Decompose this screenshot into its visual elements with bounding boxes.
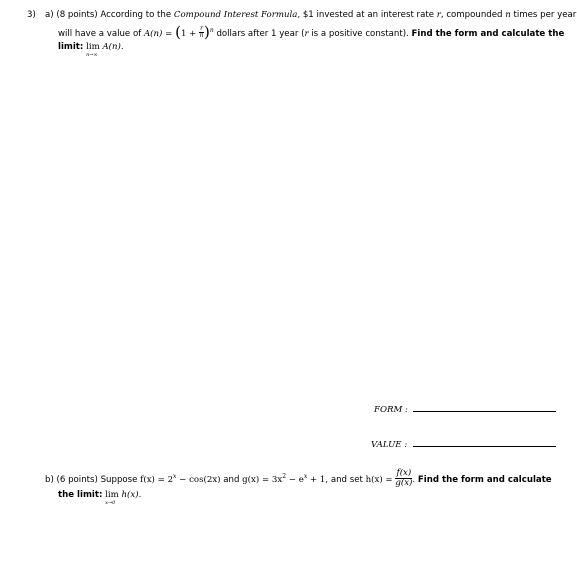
f-over-g-fraction (395, 469, 412, 488)
part-a-text-5: will have a value of (58, 29, 142, 39)
part-b-label: b) (45, 475, 54, 485)
part-a-label: a) (45, 10, 54, 20)
part-b-and-set: and set (330, 475, 363, 485)
value-answer-line[interactable] (413, 446, 556, 447)
lim-expression: A(n). (102, 42, 124, 52)
lim-subscript-b: x→0 (105, 500, 116, 506)
part-b-line-1: b) (6 points) Suppose $f(x) = 2^x - \cos(2x)$ and $g(x) = 3x^2 - e^x + 1$, and set h(x) = $\frac{f(x)}{g(x)}$ . Find the form and calculate (45, 468, 552, 488)
equals-sign: = (165, 29, 173, 39)
part-b-limit-word: the limit: (58, 490, 103, 500)
f-definition: f(x) = 2 (140, 475, 174, 485)
part-a-limit-word: limit: (58, 42, 84, 52)
h-definition: h(x) = (365, 475, 393, 485)
var-r: r (436, 10, 441, 20)
lim-subscript: n→∞ (86, 52, 98, 58)
part-b-points: (6 points) (56, 475, 98, 485)
var-n: n (505, 10, 511, 20)
part-a-text-7: is a positive constant). (311, 29, 409, 39)
part-a-points: (8 points) (56, 10, 98, 20)
part-a-text-4: times per year (513, 10, 577, 20)
open-paren: ( (175, 23, 181, 41)
close-paren: ) (203, 23, 210, 41)
h-denominator: g(x) (395, 478, 413, 488)
lim-expression-b: h(x). (121, 490, 142, 500)
form-answer-line[interactable] (413, 411, 556, 412)
problem-number: 3) (27, 10, 36, 20)
h-numerator: f(x) (396, 468, 412, 478)
part-a-text-2: $1 invested at an interest rate (302, 10, 435, 20)
part-b-and: and (223, 475, 240, 485)
exponent-n: n (209, 27, 214, 34)
part-a-line-2 (58, 25, 564, 41)
lim-text: lim (86, 42, 100, 52)
var-r-2: r (304, 29, 309, 39)
f-exponent: x (173, 473, 177, 480)
form-label: FORM : (374, 405, 408, 415)
part-a-text-3: , compounded (440, 10, 503, 20)
fraction-denominator: n (199, 32, 204, 39)
g-definition: g(x) = 3x (242, 475, 283, 485)
part-a-text-6: dollars after 1 year ( (216, 29, 305, 39)
part-b-find: Find the form and calculate (417, 475, 552, 485)
formula-name: Compound Interest Formula, (173, 10, 301, 20)
lim-operator (86, 41, 100, 58)
part-a-text-1: According to the (100, 10, 172, 20)
part-b-text-1: Suppose (100, 475, 138, 485)
g-exponent: 2 (282, 473, 287, 480)
part-b-line-2 (58, 489, 142, 506)
part-a-line-3 (58, 41, 124, 58)
value-label: VALUE : (371, 440, 408, 450)
part-a-line-1 (45, 9, 576, 21)
g-exponent-2: x (303, 473, 308, 480)
f-rest: − cos(2x) (179, 475, 221, 485)
lim-operator-b (105, 489, 119, 506)
g-rest: + 1, (309, 475, 329, 485)
g-middle: − e (288, 475, 304, 485)
a-of-n: A(n) (143, 29, 163, 39)
lim-text-b: lim (105, 490, 119, 500)
part-a-find: Find the form and calculate the (411, 29, 565, 39)
one-plus: 1 + (180, 29, 197, 39)
fraction-numerator: r (200, 25, 203, 32)
